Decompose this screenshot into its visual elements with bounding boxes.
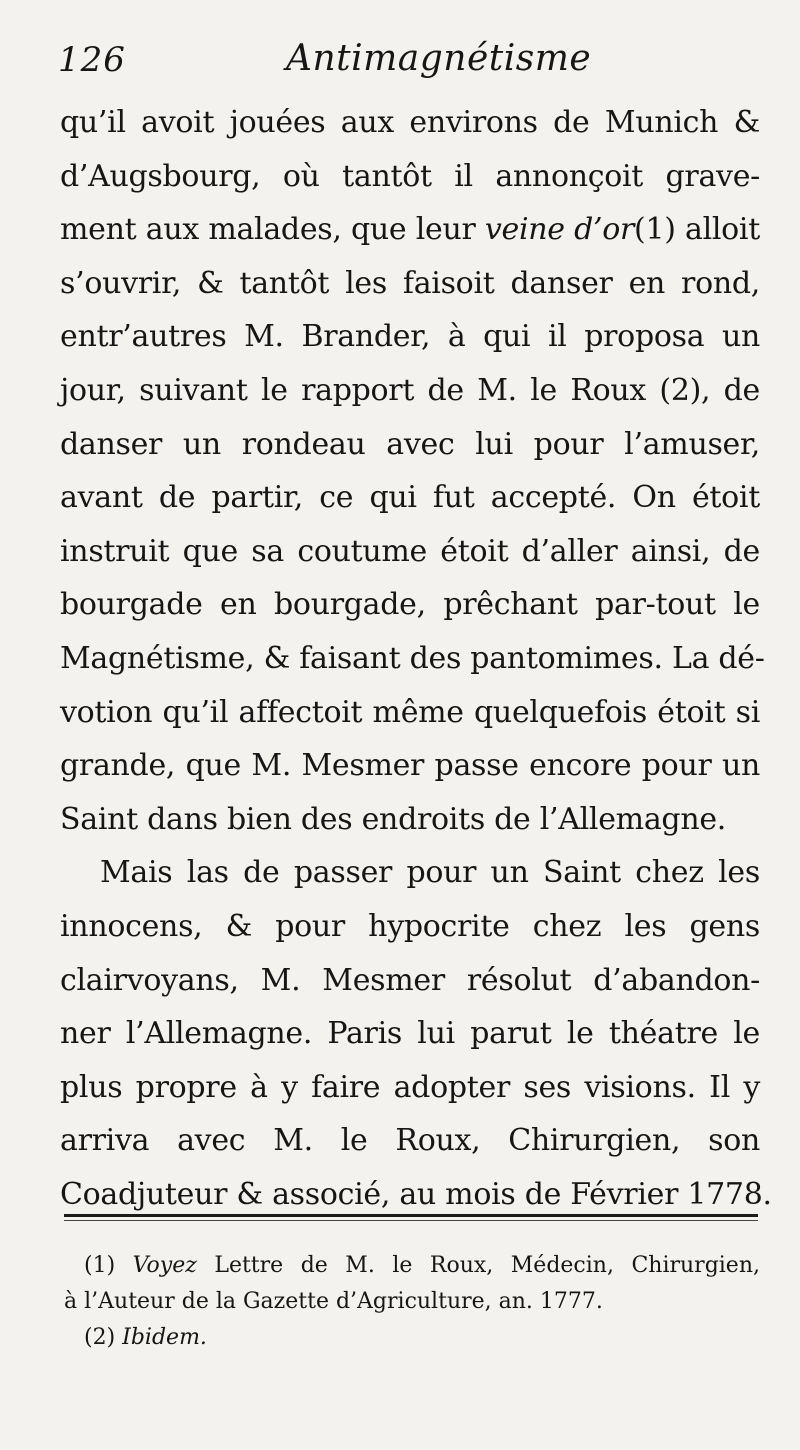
text-line: avant de partir, ce qui fut accepté. On étoit: [60, 480, 760, 516]
footnote-text: Lettre de M. le Roux, Médecin, Chirurgien,: [196, 1253, 760, 1278]
footnote-1: [64, 1248, 760, 1284]
text-line: ner l’Allemagne. Paris lui parut le théatre le: [60, 1016, 760, 1052]
text-line: plus propre à y faire adopter ses visions. Il y: [60, 1069, 760, 1105]
text-line: Coadjuteur & associé, au mois de Février 1778.: [60, 1176, 772, 1212]
footnote-marker: (1): [84, 1253, 133, 1278]
text-line: jour, suivant le rapport de M. le Roux (2), de: [60, 372, 760, 408]
running-head: Antimagnétisme: [286, 38, 592, 79]
text-fragment: ment aux malades, que leur: [60, 212, 485, 248]
text-line: d’Augsbourg, où tantôt il annonçoit grave-: [60, 158, 760, 194]
text-line: arriva avec M. le Roux, Chirurgien, son: [60, 1123, 760, 1159]
text-line: Mais las de passer pour un Saint chez les: [100, 855, 760, 891]
footnotes: [64, 1248, 760, 1356]
footnote-1-continuation: à l’Auteur de la Gazette d’Agriculture, an. 1777.: [64, 1289, 603, 1314]
page-number: 126: [58, 40, 126, 80]
text-fragment: (1) alloit: [634, 212, 760, 248]
text-line: innocens, & pour hypocrite chez les gens: [60, 908, 760, 944]
body-text: [60, 96, 772, 1221]
text-line: danser un rondeau avec lui pour l’amuser,: [60, 426, 760, 462]
footnote-rule: [64, 1214, 758, 1217]
footnote-2: [64, 1320, 760, 1356]
text-line: instruit que sa coutume étoit d’aller ainsi, de: [60, 533, 760, 569]
text-line: votion qu’il affectoit même quelquefois étoit si: [60, 694, 760, 730]
text-line: [60, 203, 760, 257]
text-line: bourgade en bourgade, prêchant par-tout le: [60, 587, 760, 623]
text-line: Saint dans bien des endroits de l’Allemagne.: [60, 801, 727, 837]
footnote-italic: Ibidem.: [122, 1325, 207, 1350]
page-header: [58, 36, 758, 86]
footnote-rule-thin: [64, 1220, 758, 1221]
text-line: qu’il avoit jouées aux environs de Munich &: [60, 105, 760, 140]
footnote-marker: (2): [84, 1325, 123, 1350]
text-line: grande, que M. Mesmer passe encore pour un: [60, 748, 760, 784]
text-line: clairvoyans, M. Mesmer résolut d’abandon-: [60, 962, 760, 998]
footnote-italic: Voyez: [132, 1253, 197, 1278]
text-line: entr’autres M. Brander, à qui il proposa un: [60, 319, 760, 355]
italic-phrase: veine d’or: [484, 212, 635, 248]
text-line: Magnétisme, & faisant des pantomimes. La dé-: [60, 640, 765, 676]
text-line: s’ouvrir, & tantôt les faisoit danser en rond,: [60, 265, 760, 301]
